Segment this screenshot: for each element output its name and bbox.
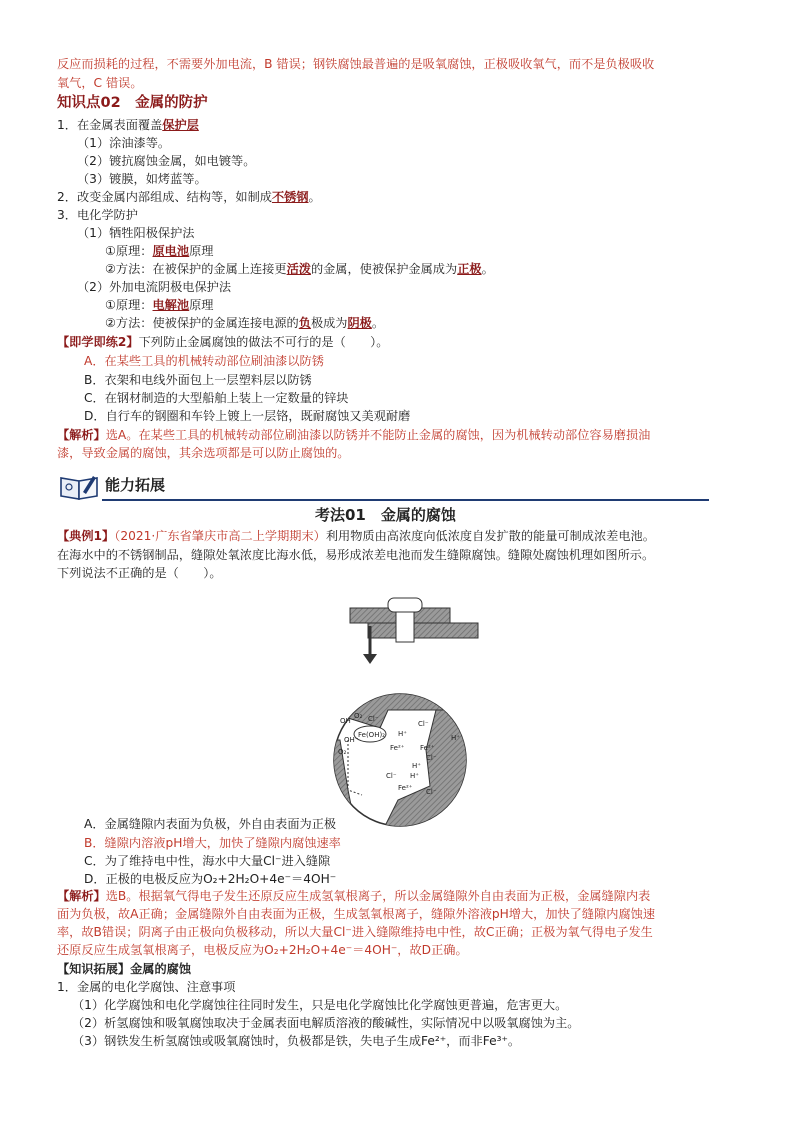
ex1-line-2: 在海水中的不锈钢制品，缝隙处氧浓度比海水低，易形成浓差电池而发生缝隙腐蚀。缝隙处腐蚀机理如图所示。 xyxy=(57,548,655,562)
top-line-1: 反应而损耗的过程，不需要外加电流，B 错误；钢铁腐蚀最普遍的是吸氧腐蚀，正极吸收氧气，而不是负极吸收 xyxy=(57,57,655,71)
q2-answer-text: 选A。在某些工具的机械转动部位刷油漆以防锈并不能防止金属的腐蚀，因为机械转动部位容易磨损油 xyxy=(105,428,651,442)
ex1-answer-4: 还原反应生成氢氧根离子，电极反应为O₂+2H₂O+4e⁻＝4OH⁻，故D正确。 xyxy=(57,943,468,957)
ex1-answer-3: 率，故B错误；阴离子由正极向负极移动，所以大量Cl⁻进入缝隙维持电中性，故C正确；正极为氧气得电子发生 xyxy=(57,925,653,939)
section-title: 能力拓展 xyxy=(105,476,166,494)
label-cl-1: Cl⁻ xyxy=(368,715,379,723)
kp2-item-1a: （1）涂油漆等。 xyxy=(77,136,171,150)
kp2-sub-2a-post: 原理 xyxy=(189,298,214,312)
ex1-answer-text: 选B。根据氧气得电子发生还原反应生成氢氧根离子，所以金属缝隙外自由表面为正极，金属缝隙内表 xyxy=(105,889,651,903)
kp2-item-2-end: 。 xyxy=(308,190,321,204)
kp2-sub-1b-pre: ②方法：在被保护的金属上连接更 xyxy=(105,262,287,276)
q2-answer-tag: 【解析】 xyxy=(57,428,106,442)
kp2-sub-1: （1）牺牲阳极保护法 xyxy=(77,226,195,240)
kp2-sub-1b xyxy=(105,262,494,277)
q2-option-b: B．衣架和电线外面包上一层塑料层以防锈 xyxy=(84,373,312,387)
kp2-sub-2a xyxy=(105,298,213,313)
bolt-shank xyxy=(396,612,414,642)
kp2-sub-2b-key: 负 xyxy=(298,316,311,330)
label-oh-2: OH⁻ xyxy=(344,736,359,744)
q2-option-c: C．在钢材制造的大型船舶上装上一定数量的锌块 xyxy=(84,391,349,405)
kp2-item-2 xyxy=(57,190,321,205)
ext-point-2: （2）析氢腐蚀和吸氧腐蚀取决于金属表面电解质溶液的酸碱性，实际情况中以吸氧腐蚀为主。 xyxy=(72,1016,580,1030)
kp2-sub-1b-mid: 的金属，使被保护金属成为 xyxy=(310,262,458,276)
kp2-item-1 xyxy=(57,118,199,133)
ext-point-1: （1）化学腐蚀和电化学腐蚀往往同时发生，只是电化学腐蚀比化学腐蚀更普遍，危害更大。 xyxy=(72,998,568,1012)
q2-answer-2: 漆，导致金属的腐蚀，其余选项都是可以防止腐蚀的。 xyxy=(57,446,350,460)
ex1-option-b: B．缝隙内溶液pH增大，加快了缝隙内腐蚀速率 xyxy=(84,836,341,850)
crevice-corrosion-diagram xyxy=(318,590,483,830)
q2-stem-text: 下列防止金属腐蚀的做法不可行的是（ ）。 xyxy=(138,335,389,349)
q2-stem xyxy=(57,335,388,350)
q2-option-a: A．在某些工具的机械转动部位刷油漆以防锈 xyxy=(84,354,324,368)
top-line-2: 氧气，C 错误。 xyxy=(57,76,143,90)
kaofa-title: 考法01 金属的腐蚀 xyxy=(315,506,456,524)
ex1-line-1-text: 利用物质由高浓度向低浓度自发扩散的能量可制成浓差电池。 xyxy=(325,529,655,543)
kp2-sub-1a xyxy=(105,244,213,259)
ex1-source: （2021·广东省肇庆市高二上学期期末） xyxy=(114,529,326,543)
ext-heading: 1．金属的电化学腐蚀、注意事项 xyxy=(57,980,236,994)
ex1-answer-tag: 【解析】 xyxy=(57,889,106,903)
kp2-sub-2b-pre: ②方法：使被保护的金属连接电源的 xyxy=(105,316,299,330)
label-h-4: H⁺ xyxy=(412,762,421,770)
kp2-item-1-text: 1．在金属表面覆盖 xyxy=(57,118,163,132)
label-h-3: H⁺ xyxy=(410,772,419,780)
kp2-sub-2b-end: 。 xyxy=(371,316,385,330)
kp2-heading: 知识点02 金属的防护 xyxy=(57,95,208,111)
kp2-sub-1a-key: 原电池 xyxy=(152,244,190,258)
ex1-tag: 【典例1】 xyxy=(57,529,115,543)
kp2-sub-1a-post: 原理 xyxy=(189,244,214,258)
kp2-sub-1a-pre: ①原理： xyxy=(105,244,153,258)
kp2-sub-1b-end: 。 xyxy=(481,262,494,276)
kp2-item-2-key: 不锈钢 xyxy=(271,190,309,204)
kp2-sub-2a-key: 电解池 xyxy=(152,298,190,312)
kp2-item-1c: （3）镀膜，如烤蓝等。 xyxy=(77,172,207,186)
section-rule xyxy=(102,499,709,501)
lower-plate xyxy=(368,623,478,638)
kp2-item-3: 3．电化学防护 xyxy=(57,208,138,222)
label-cl-4: Cl⁻ xyxy=(386,772,397,780)
label-fe-2: Fe²⁺ xyxy=(390,744,405,752)
kp2-item-2-text: 2．改变金属内部组成、结构等，如制成 xyxy=(57,190,272,204)
kp2-sub-2a-pre: ①原理： xyxy=(105,298,153,312)
ext-point-3: （3）钢铁发生析氢腐蚀或吸氧腐蚀时，负极都是铁，失电子生成Fe²⁺，而非Fe³⁺。 xyxy=(72,1034,521,1048)
label-o2-top: O₂ xyxy=(354,712,363,720)
kp2-item-1b: （2）镀抗腐蚀金属，如电镀等。 xyxy=(77,154,256,168)
ex1-line-1 xyxy=(57,529,655,544)
kp2-sub-2b-key2: 阴极 xyxy=(347,316,372,330)
ex1-answer-2: 面为负极，故A正确；金属缝隙外自由表面为正极，生成氢氧根离子，缝隙外溶液pH增大，加快了缝隙内腐蚀速 xyxy=(57,907,656,921)
section-banner xyxy=(57,472,709,502)
kp2-sub-1b-key2: 正极 xyxy=(457,262,482,276)
ex1-option-c: C．为了维持电中性，海水中大量Cl⁻进入缝隙 xyxy=(84,854,331,868)
ex1-line-3: 下列说法不正确的是（ ）。 xyxy=(57,566,222,580)
label-h-2: H⁺ xyxy=(451,734,460,742)
label-oh-1: OH⁻ xyxy=(340,717,355,725)
q2-option-d: D．自行车的钢圈和车铃上镀上一层铬，既耐腐蚀又美观耐磨 xyxy=(84,409,411,423)
label-fe-3: Fe²⁺ xyxy=(398,784,413,792)
label-h-1: H⁺ xyxy=(398,730,407,738)
ex1-option-d: D．正极的电极反应为O₂+2H₂O+4e⁻＝4OH⁻ xyxy=(84,872,337,886)
kp2-sub-1b-key: 活泼 xyxy=(286,262,311,276)
arrow-down-icon xyxy=(363,654,377,664)
ext-tag: 【知识拓展】金属的腐蚀 xyxy=(57,962,192,976)
label-fe-1: Fe²⁺ xyxy=(420,744,435,752)
label-feoh2: Fe(OH)₂ xyxy=(358,731,385,739)
kp2-item-1-key: 保护层 xyxy=(162,118,199,132)
label-o2-left: O₂ xyxy=(338,748,347,756)
ex1-answer-1 xyxy=(57,889,650,904)
ex1-option-a: A．金属缝隙内表面为负极，外自由表面为正极 xyxy=(84,817,337,831)
label-cl-2: Cl⁻ xyxy=(418,720,429,728)
kp2-sub-2b-mid: 极成为 xyxy=(310,316,348,330)
bolt-head xyxy=(388,598,422,612)
q2-answer-1 xyxy=(57,428,650,443)
kp2-sub-2b xyxy=(105,316,384,331)
label-cl-5: Cl⁻ xyxy=(426,788,437,796)
q2-tag: 【即学即练2】 xyxy=(57,335,139,349)
label-cl-3: Cl⁻ xyxy=(426,754,437,762)
kp2-sub-2: （2）外加电流阴极电保护法 xyxy=(77,280,232,294)
book-icon xyxy=(57,472,105,502)
